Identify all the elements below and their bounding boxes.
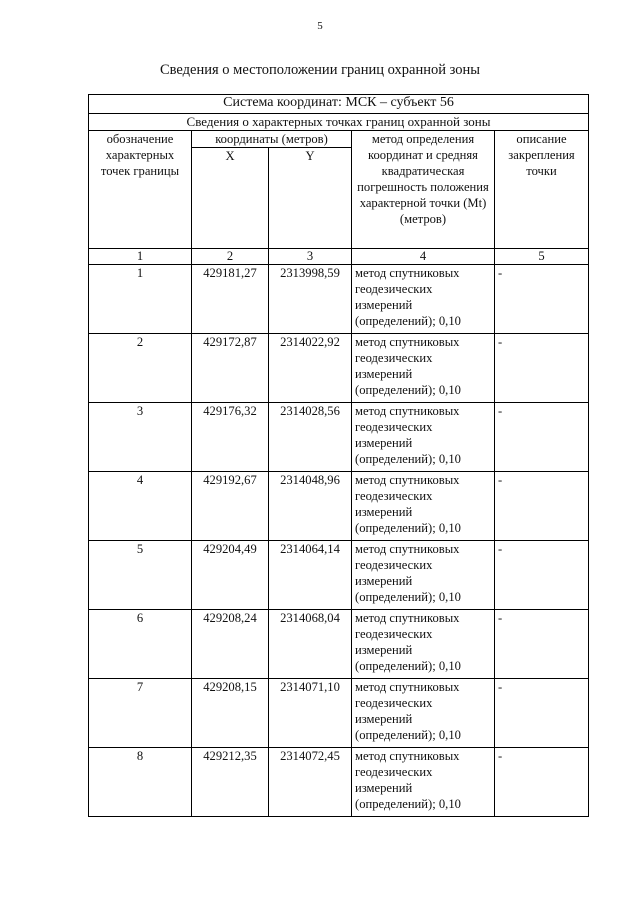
x-coordinate-cell: 429176,32 <box>192 403 269 472</box>
x-coordinate-cell: 429208,15 <box>192 679 269 748</box>
method-cell: метод спутниковых геодезических измерений (определений); 0,10 <box>352 403 495 472</box>
column-number: 2 <box>192 249 269 265</box>
table-subtitle-row <box>89 114 589 131</box>
coordinate-system-row <box>89 95 589 114</box>
y-coordinate-cell: 2314022,92 <box>269 334 352 403</box>
description-cell: - <box>495 334 589 403</box>
boundary-points-table <box>88 94 589 817</box>
page-number: 5 <box>317 20 323 32</box>
point-cell: 4 <box>89 472 192 541</box>
coordinate-system-cell: Система координат: МСК – субъект 56 <box>89 95 589 114</box>
point-cell: 1 <box>89 265 192 334</box>
method-cell: метод спутниковых геодезических измерений (определений); 0,10 <box>352 265 495 334</box>
point-cell: 5 <box>89 541 192 610</box>
table-body <box>89 95 589 817</box>
y-coordinate-cell: 2314068,04 <box>269 610 352 679</box>
table-row <box>89 334 589 403</box>
description-cell: - <box>495 679 589 748</box>
table-row <box>89 472 589 541</box>
point-cell: 7 <box>89 679 192 748</box>
description-cell: - <box>495 541 589 610</box>
method-cell: метод спутниковых геодезических измерений (определений); 0,10 <box>352 679 495 748</box>
point-cell: 6 <box>89 610 192 679</box>
point-cell: 2 <box>89 334 192 403</box>
table-row <box>89 265 589 334</box>
description-cell: - <box>495 403 589 472</box>
header-designation: обозначение характерных точек границы <box>89 131 192 249</box>
method-cell: метод спутниковых геодезических измерений (определений); 0,10 <box>352 610 495 679</box>
description-cell: - <box>495 610 589 679</box>
x-coordinate-cell: 429208,24 <box>192 610 269 679</box>
x-coordinate-cell: 429212,35 <box>192 748 269 817</box>
table-row <box>89 541 589 610</box>
y-coordinate-cell: 2314048,96 <box>269 472 352 541</box>
y-coordinate-cell: 2314072,45 <box>269 748 352 817</box>
method-cell: метод спутниковых геодезических измерений (определений); 0,10 <box>352 541 495 610</box>
x-coordinate-cell: 429204,49 <box>192 541 269 610</box>
header-description: описание закрепления точки <box>495 131 589 249</box>
table-row <box>89 679 589 748</box>
description-cell: - <box>495 265 589 334</box>
table-row <box>89 403 589 472</box>
header-y: Y <box>269 148 352 249</box>
column-number: 1 <box>89 249 192 265</box>
method-cell: метод спутниковых геодезических измерений (определений); 0,10 <box>352 748 495 817</box>
table-row <box>89 610 589 679</box>
table-subtitle-cell: Сведения о характерных точках границ охранной зоны <box>89 114 589 131</box>
y-coordinate-cell: 2313998,59 <box>269 265 352 334</box>
description-cell: - <box>495 472 589 541</box>
column-number: 4 <box>352 249 495 265</box>
point-cell: 8 <box>89 748 192 817</box>
point-cell: 3 <box>89 403 192 472</box>
x-coordinate-cell: 429172,87 <box>192 334 269 403</box>
header-coordinates: координаты (метров) <box>192 131 352 148</box>
table-row <box>89 748 589 817</box>
document-title: Сведения о местоположении границ охранной зоны <box>159 62 480 78</box>
header-x: X <box>192 148 269 249</box>
y-coordinate-cell: 2314064,14 <box>269 541 352 610</box>
header-method: метод определения координат и средняя квадратическая погрешность положения характерной точки (Mt) (метров) <box>352 131 495 249</box>
column-number-row <box>89 249 589 265</box>
column-number: 5 <box>495 249 589 265</box>
method-cell: метод спутниковых геодезических измерений (определений); 0,10 <box>352 472 495 541</box>
header-row-1 <box>89 131 589 148</box>
x-coordinate-cell: 429192,67 <box>192 472 269 541</box>
y-coordinate-cell: 2314071,10 <box>269 679 352 748</box>
x-coordinate-cell: 429181,27 <box>192 265 269 334</box>
column-number: 3 <box>269 249 352 265</box>
method-cell: метод спутниковых геодезических измерений (определений); 0,10 <box>352 334 495 403</box>
y-coordinate-cell: 2314028,56 <box>269 403 352 472</box>
description-cell: - <box>495 748 589 817</box>
